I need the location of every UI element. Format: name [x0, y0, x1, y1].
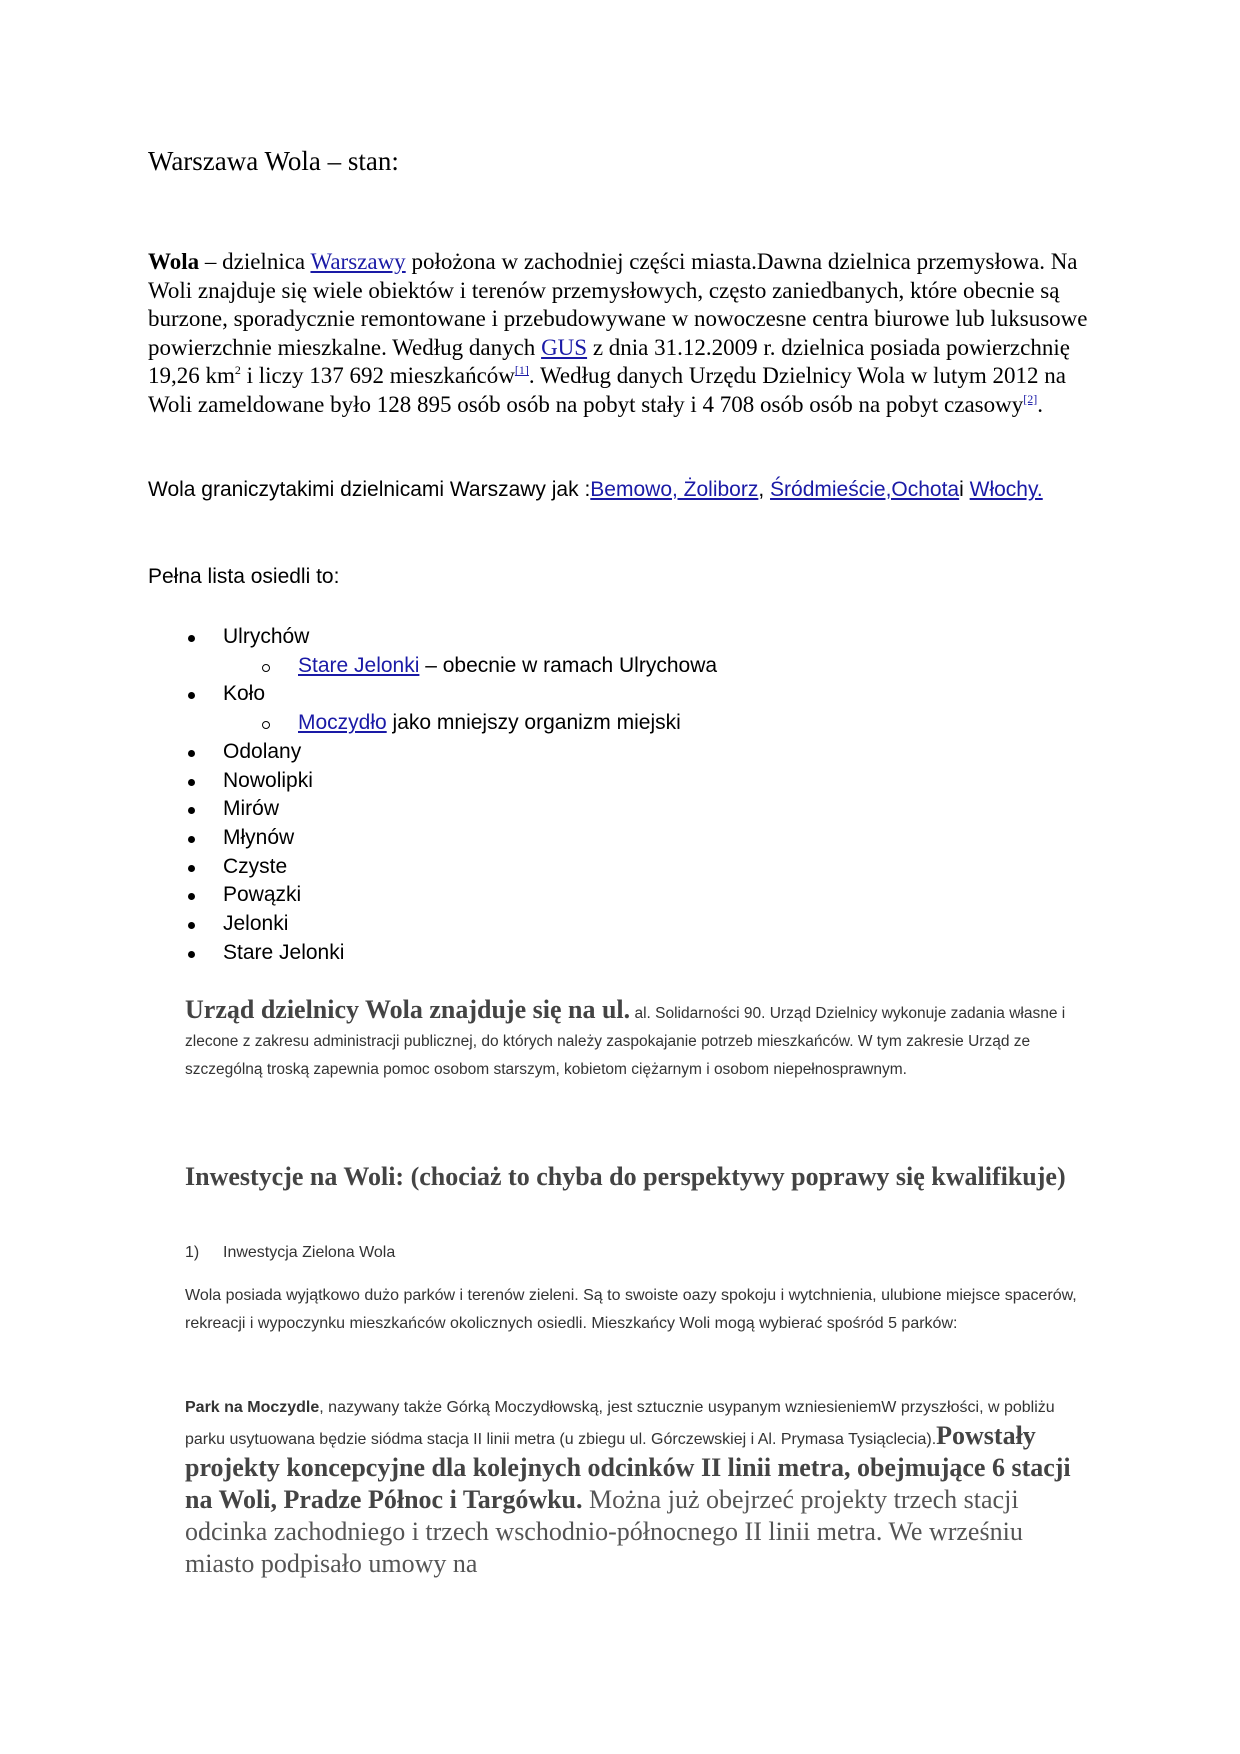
list-item-sub [148, 652, 1088, 681]
list-item [148, 881, 1088, 910]
metro-stations-text: Można już obejrzeć projekty trzech stacji odcinka zachodniego i trzech wschodnio-północnego II linii metra. We wrześniu miasto podpisało umowy na [185, 1485, 1023, 1578]
bullet-icon [188, 692, 195, 699]
intro-term: Wola [148, 249, 200, 274]
link-stare-jelonki[interactable]: Stare Jelonki [298, 653, 420, 677]
investment-item [185, 1244, 395, 1262]
list-item-note: – obecnie w ramach Ulrychowa [419, 653, 718, 677]
list-item-label: Odolany [223, 739, 302, 763]
link-bemowo-zoliborz[interactable]: Bemowo, Żoliborz [590, 478, 759, 501]
link-srodmiescie-ochota[interactable]: Śródmieście,Ochota [770, 478, 960, 501]
moczydlo-park-name: Park na Moczydle [185, 1399, 320, 1416]
list-item [148, 795, 1088, 824]
office-body: al. Solidarności 90. Urząd Dzielnicy wykonuje zadania własne i zlecone z zakresu administracji publicznej, do których należy zaspokajanie potrzeb mieszkańców. W tym zakresie Urząd ze szczególną troską zapewnia pomoc osobom starszym, kobietom ciężarnym i osobom niepełnosprawnym. [185, 1005, 1066, 1078]
border-text: Wola graniczytakimi dzielnicami Warszawy jak : [148, 478, 591, 501]
bullet-icon [188, 893, 195, 900]
bullet-icon [188, 750, 195, 757]
moczydlo-paragraph [185, 1394, 1090, 1582]
bullet-icon [188, 865, 195, 872]
list-item [148, 939, 1088, 968]
list-item [148, 738, 1088, 767]
investment-item-label: Inwestycja Zielona Wola [223, 1244, 396, 1261]
circle-bullet-icon [262, 721, 270, 729]
osiedla-list [148, 623, 1088, 967]
bullet-icon [188, 635, 195, 642]
intro-text-4: i liczy 137 692 mieszkańców [240, 363, 515, 389]
page-title: Warszawa Wola – stan: [148, 146, 399, 176]
list-item-sub [148, 709, 1088, 738]
link-wlochy[interactable]: Włochy. [969, 478, 1043, 501]
footnote-ref-1[interactable]: [1] [514, 363, 529, 378]
list-item [148, 824, 1088, 853]
list-item [148, 767, 1088, 796]
intro-text-2: położona w zachodniej części miasta.Dawna dzielnica przemysłowa. Na Woli znajduje się wiele obiektów i terenów przemysłowych, często zaniedbanych, które obecnie są burzone, sporadycznie remontowane i przebudowywane w nowoczesne centra biurowe lub luksusowe powierzchnie mieszkalne. Według danych [148, 249, 1088, 360]
bullet-icon [188, 807, 195, 814]
intro-text-6: . [1037, 391, 1043, 417]
list-item [148, 910, 1088, 939]
bullet-icon [188, 779, 195, 786]
list-item-label: Stare Jelonki [223, 940, 345, 964]
intro-text-5: . Według danych Urzędu Dzielnicy Wola w lutym 2012 na Woli zameldowane było 128 895 osób osób na pobyt stały i 4 708 osób osób na pobyt czasowy [148, 363, 1067, 417]
office-paragraph [185, 996, 1090, 1084]
list-item [148, 623, 1088, 652]
list-item-label: Mirów [223, 797, 279, 821]
investments-heading: Inwestycje na Woli: (chociaż to chyba do perspektywy poprawy się kwalifikuje) [185, 1162, 1066, 1191]
investment-item-number: 1) [185, 1244, 200, 1261]
moczydlo-text: , nazywany także Górką Moczydłowską, jest sztucznie usypanym wzniesieniemW przyszłości, w pobliżu parku usytuowana będzie siódma stacja II linii metra (u zbiegu ul. Górczewskiej i Al. Prymasa Tysiąclecia). [185, 1399, 1055, 1448]
superscript-2: 2 [234, 363, 241, 378]
list-item-note: jako mniejszy organizm miejski [386, 711, 681, 735]
intro-text-1: – dzielnica [199, 249, 311, 274]
parks-paragraph: Wola posiada wyjątkowo dużo parków i terenów zieleni. Są to swoiste oazy spokoju i wytchnienia, ulubione miejsce spacerów, rekreacji i wypoczynku mieszkańców okolicznych osiedli. Mieszkańcy Woli mogą wybierać spośród 5 parków: [185, 1287, 1077, 1332]
list-item [148, 853, 1088, 882]
footnote-ref-2[interactable]: [2] [1023, 391, 1038, 406]
list-item-label: Jelonki [223, 912, 289, 936]
metro-projects-text: Powstały projekty koncepcyjne dla kolejnych odcinków II linii metra, obejmujące 6 stacji na Woli, Pradze Północ i Targówku. [185, 1421, 1071, 1514]
list-item-label: Koło [223, 682, 266, 706]
border-separator: , [758, 478, 771, 501]
link-gus[interactable]: GUS [541, 334, 588, 360]
list-item [148, 680, 1088, 709]
bullet-icon [188, 922, 195, 929]
link-moczydlo[interactable]: Moczydło [298, 711, 387, 735]
intro-text-3: z dnia 31.12.2009 r. dzielnica posiada powierzchnię 19,26 km [148, 334, 1070, 389]
list-intro: Pełna lista osiedli to: [148, 565, 340, 588]
list-item-label: Ulrychów [223, 625, 310, 648]
list-item-label: Nowolipki [223, 768, 313, 792]
list-item-label: Powązki [223, 883, 302, 907]
list-item-label: Czyste [223, 854, 288, 878]
bullet-icon [188, 836, 195, 843]
bullet-icon [188, 951, 195, 958]
office-heading: Urząd dzielnicy Wola znajduje się na ul. [185, 995, 631, 1024]
link-warszawy[interactable]: Warszawy [310, 249, 406, 274]
border-conjunction: i [959, 478, 970, 501]
circle-bullet-icon [262, 664, 270, 672]
border-paragraph [148, 476, 1088, 505]
intro-paragraph [148, 248, 1088, 420]
list-item-label: Młynów [223, 825, 295, 849]
